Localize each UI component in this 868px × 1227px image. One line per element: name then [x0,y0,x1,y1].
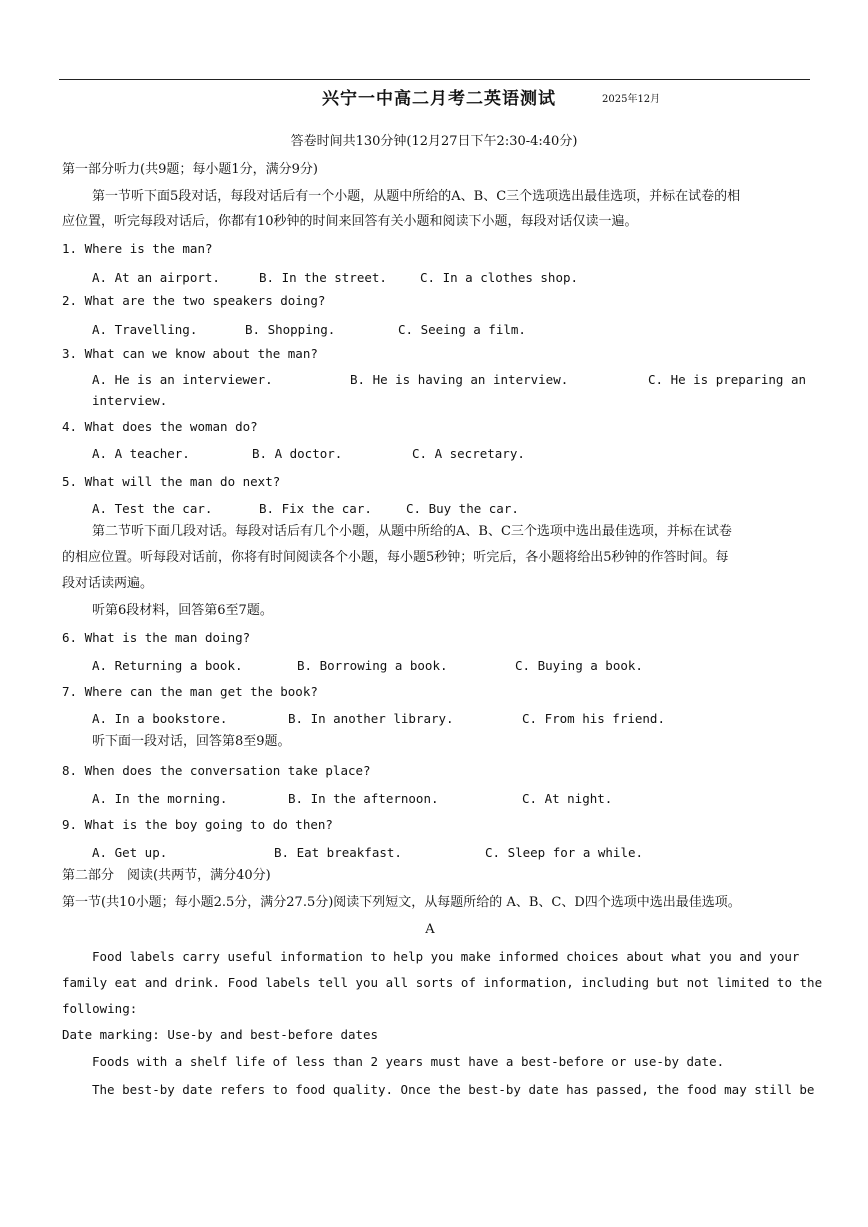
section2-instructions-line3: 段对话读两遍。 [62,576,154,591]
passage-p1-line1: Food labels carry useful information to help you make informed choices about what you and your [92,949,800,964]
q4-option-a: A. A teacher. [92,446,190,461]
q8-option-c: C. At night. [522,791,613,806]
q3-option-c-continued: interview. [92,393,168,408]
material-7-note: 听下面一段对话，回答第8至9题。 [92,734,291,749]
question-6: 6. What is the man doing? [62,630,251,645]
q9-option-a: A. Get up. [92,845,168,860]
q2-option-b: B. Shopping. [245,322,336,337]
question-8: 8. When does the conversation take place? [62,763,371,778]
q9-option-c: C. Sleep for a while. [485,845,644,860]
q8-option-a: A. In the morning. [92,791,228,806]
passage-label: A [425,922,435,937]
part2-section1-instructions: 第一节(共10小题；每小题2.5分，满分27.5分)阅读下列短文，从每题所给的 A、B、C、D四个选项中选出最佳选项。 [62,895,741,910]
header-rule [59,79,810,80]
q2-option-c: C. Seeing a film. [398,322,526,337]
q7-option-c: C. From his friend. [522,711,665,726]
q6-option-c: C. Buying a book. [515,658,643,673]
exam-date: 2025年12月 [602,94,661,105]
q5-option-a: A. Test the car. [92,501,213,516]
section1-instructions-line1: 第一节听下面5段对话，每段对话后有一个小题，从题中所给的A、B、C三个选项选出最佳选项，并标在试卷的相 [92,189,741,204]
section2-instructions-line1: 第二节听下面几段对话。每段对话后有几个小题，从题中所给的A、B、C三个选项中选出最佳选项，并标在试卷 [92,524,732,539]
q8-option-b: B. In the afternoon. [288,791,439,806]
q9-option-b: B. Eat breakfast. [274,845,402,860]
question-7: 7. Where can the man get the book? [62,684,318,699]
question-4: 4. What does the woman do? [62,419,258,434]
q1-option-b: B. In the street. [259,270,387,285]
q7-option-a: A. In a bookstore. [92,711,228,726]
question-1: 1. Where is the man? [62,241,213,256]
q4-option-c: C. A secretary. [412,446,525,461]
question-2: 2. What are the two speakers doing? [62,293,326,308]
q7-option-b: B. In another library. [288,711,454,726]
passage-p1-line2: family eat and drink. Food labels tell you all sorts of information, including but not limited to the [62,975,823,990]
q3-option-c: C. He is preparing an [648,372,807,387]
q2-option-a: A. Travelling. [92,322,198,337]
passage-subheading: Date marking: Use-by and best-before dates [62,1027,379,1042]
passage-p1-line3: following: [62,1001,138,1016]
material-6-note: 听第6段材料，回答第6至7题。 [92,603,273,618]
exam-title: 兴宁一中高二月考二英语测试 [322,89,556,109]
question-5: 5. What will the man do next? [62,474,281,489]
part2-heading: 第二部分 阅读(共两节，满分40分) [62,868,271,883]
passage-p2: Foods with a shelf life of less than 2 years must have a best-before or use-by date. [92,1054,725,1069]
section1-instructions-line2: 应位置，听完每段对话后，你都有10秒钟的时间来回答有关小题和阅读下小题，每段对话仅读一遍。 [62,214,638,229]
time-info: 答卷时间共130分钟(12月27日下午2:30-4:40分) [290,134,578,149]
q6-option-b: B. Borrowing a book. [297,658,448,673]
passage-p3: The best-by date refers to food quality. Once the best-by date has passed, the food may still be [92,1082,815,1097]
q3-option-a: A. He is an interviewer. [92,372,273,387]
q1-option-c: C. In a clothes shop. [420,270,579,285]
section2-instructions-line2: 的相应位置。听每段对话前，你将有时间阅读各个小题，每小题5秒钟；听完后，各小题将给出5秒钟的作答时间。每 [62,550,729,565]
q3-option-b: B. He is having an interview. [350,372,569,387]
q6-option-a: A. Returning a book. [92,658,243,673]
question-3: 3. What can we know about the man? [62,346,318,361]
q4-option-b: B. A doctor. [252,446,343,461]
q5-option-b: B. Fix the car. [259,501,372,516]
q1-option-a: A. At an airport. [92,270,220,285]
part1-heading: 第一部分听力(共9题；每小题1分，满分9分) [62,162,318,177]
q5-option-c: C. Buy the car. [406,501,519,516]
question-9: 9. What is the boy going to do then? [62,817,333,832]
